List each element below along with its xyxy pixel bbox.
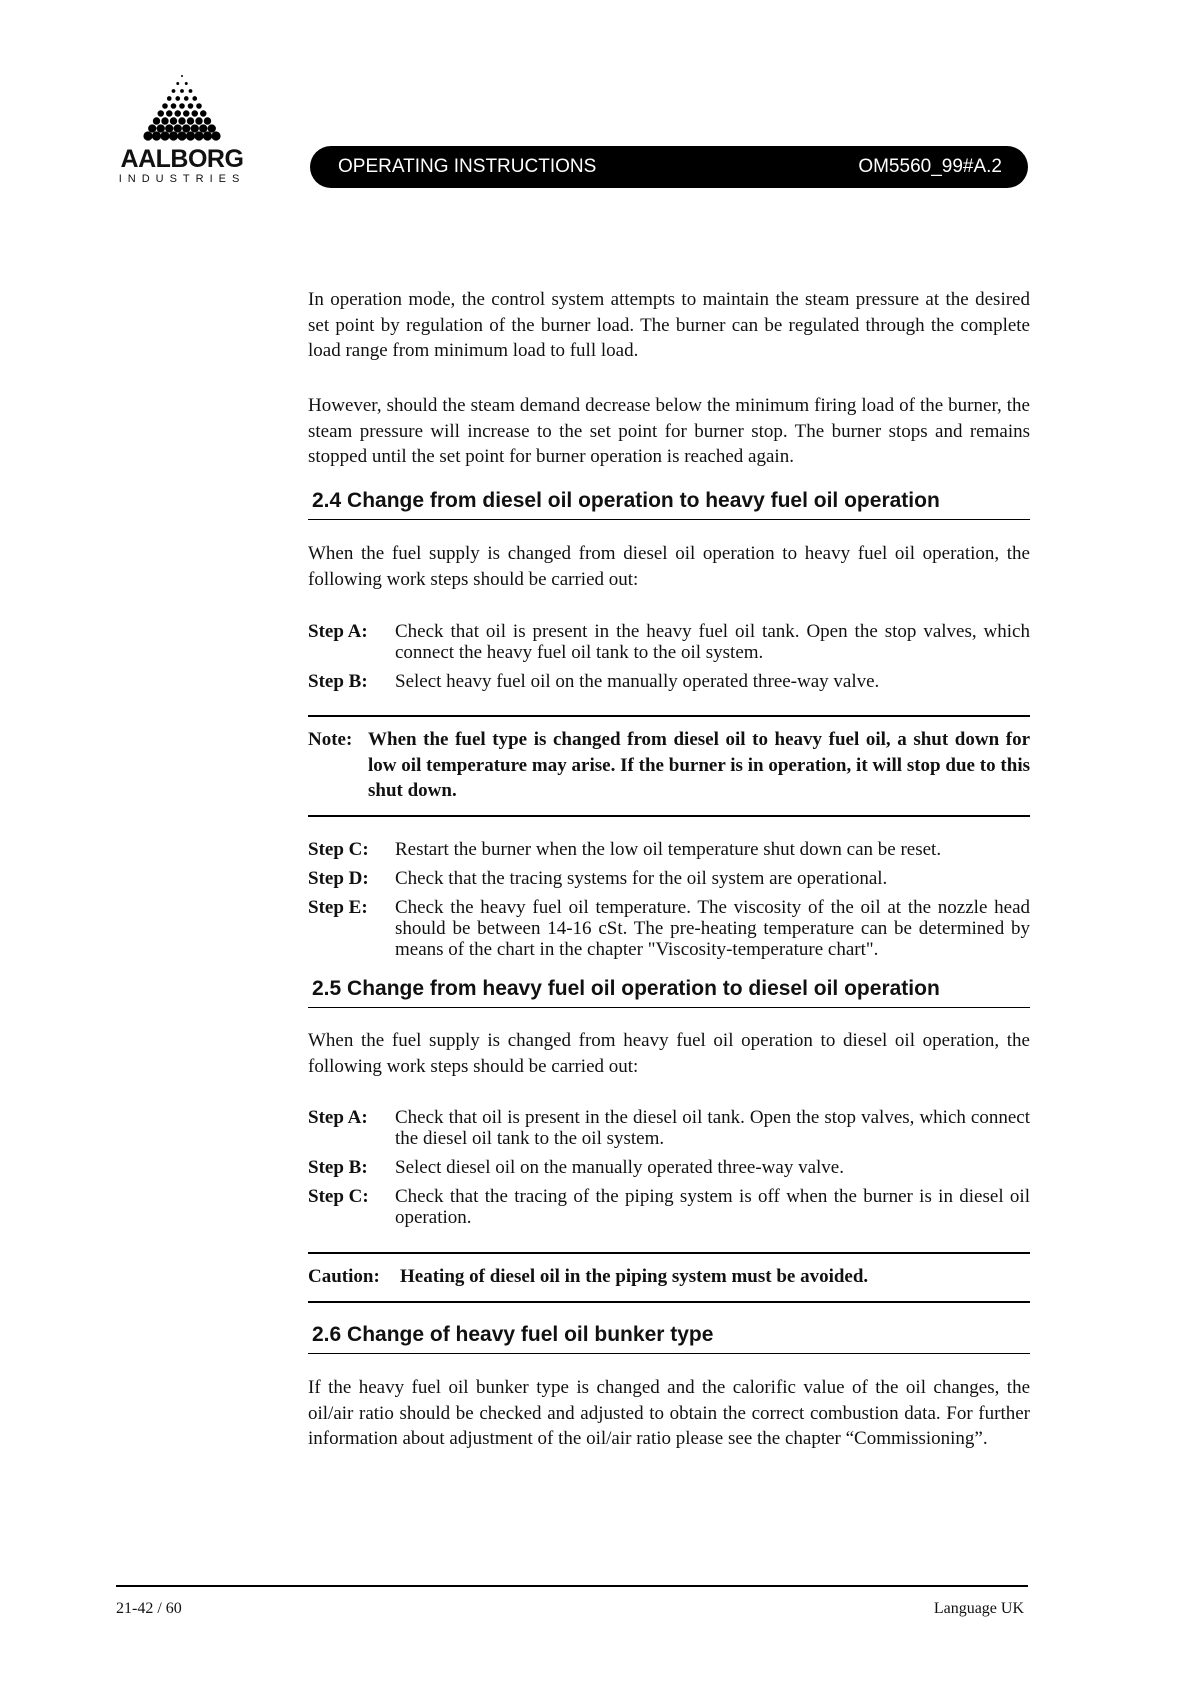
step-text: Check that oil is present in the diesel oil tank. Open the stop valves, which connect the diesel oil tank to the oil system. [395, 1107, 1030, 1149]
logo-dot [195, 117, 202, 124]
section-heading-2-6: 2.6 Change of heavy fuel oil bunker type [308, 1323, 1030, 1354]
step-label: Step A: [308, 621, 368, 642]
logo-dot [200, 110, 207, 117]
step-label: Step E: [308, 897, 368, 918]
section-2-5-steps [308, 1107, 1030, 1236]
logo-dot [179, 103, 185, 109]
logo-dot [211, 131, 220, 140]
intro-paragraph-2: However, should the steam demand decrease below the minimum firing load of the burner, the steam pressure will increase to the set point for burner stop. The burner stops and remains stopped until the set point for burner operation is reached again. [308, 395, 1030, 467]
step-text: Restart the burner when the low oil temperature shut down can be reset. [395, 839, 942, 860]
step-label: Step C: [308, 839, 369, 860]
note-top-rule [308, 715, 1030, 717]
caution-bottom-rule [308, 1301, 1030, 1303]
section-heading-2-4: 2.4 Change from diesel oil operation to heavy fuel oil operation [308, 489, 1030, 520]
section-2-4-steps-2 [308, 839, 1030, 968]
step-text: Check that oil is present in the heavy fuel oil tank. Open the stop valves, which connect the heavy fuel oil tank to the oil system. [395, 621, 1030, 663]
note-label: Note: [308, 729, 353, 750]
logo-dot [167, 96, 172, 101]
logo-dot [175, 110, 182, 117]
step-item [308, 839, 1030, 860]
logo-dot [170, 117, 177, 124]
logo-dot [203, 131, 212, 140]
logo-dot [176, 82, 179, 85]
step-label: Step A: [308, 1107, 368, 1128]
step-item [308, 671, 1030, 692]
logo-dot [186, 131, 195, 140]
logo-dot [187, 117, 194, 124]
logo-dot [152, 131, 161, 140]
logo-dot [196, 103, 202, 109]
caution-top-rule [308, 1252, 1030, 1254]
step-text: Check that the tracing of the piping system is off when the burner is in diesel oil operation. [395, 1186, 1030, 1228]
logo-dot [143, 131, 152, 140]
header-title: OPERATING INSTRUCTIONS [338, 156, 597, 177]
step-text: Select heavy fuel oil on the manually operated three-way valve. [395, 671, 880, 692]
logo-dot [158, 110, 165, 117]
step-text: Select diesel oil on the manually operated three-way valve. [395, 1157, 844, 1178]
logo-dot [199, 124, 207, 132]
logo-dot [169, 131, 178, 140]
intro-paragraph-1: In operation mode, the control system attempts to maintain the steam pressure at the desired set point by regulation of the burner load. The burner can be regulated through the complete load range from minimum load to full load. [308, 289, 1030, 361]
logo-dot [171, 103, 177, 109]
step-label: Step D: [308, 868, 369, 889]
logo-dot [174, 124, 182, 132]
logo-dot [184, 96, 189, 101]
step-item [308, 868, 1030, 889]
step-label: Step B: [308, 1157, 368, 1178]
logo-subtitle: INDUSTRIES [118, 173, 246, 185]
step-item [308, 621, 1030, 663]
logo-dot [192, 110, 199, 117]
section-2-4-intro: When the fuel supply is changed from diesel oil operation to heavy fuel oil operation, the following work steps should be carried out: [308, 543, 1030, 590]
step-text: Check that the tracing systems for the oil system are operational. [395, 868, 888, 889]
logo-dot [204, 117, 211, 124]
logo-dot [208, 124, 216, 132]
logo-dot [192, 96, 197, 101]
company-logo [112, 72, 252, 186]
document-id: OM5560_99#A.2 [858, 156, 1002, 177]
logo-dot [165, 124, 173, 132]
logo-dots-icon [142, 72, 222, 144]
logo-name: AALBORG [120, 145, 244, 173]
note-box [308, 727, 1030, 804]
caution-label: Caution: [308, 1266, 380, 1287]
logo-dot [166, 110, 173, 117]
step-label: Step B: [308, 671, 368, 692]
language-label: Language UK [933, 1600, 1024, 1617]
logo-dot [191, 124, 199, 132]
header-bar [310, 146, 1028, 188]
logo-dot [183, 110, 190, 117]
section-2-4-steps-1 [308, 621, 1030, 700]
footer-rule [116, 1585, 1028, 1587]
logo-dot [162, 103, 168, 109]
step-item [308, 1107, 1030, 1149]
step-text: Check the heavy fuel oil temperature. The viscosity of the oil at the nozzle head should be between 14-16 cSt. The pre-heating temperature can be determined by means of the chart in the chapter "Viscosity-temperature chart". [395, 897, 1030, 960]
step-item [308, 897, 1030, 960]
logo-dot [153, 117, 160, 124]
note-bottom-rule [308, 815, 1030, 817]
caution-text: Heating of diesel oil in the piping system must be avoided. [400, 1266, 869, 1287]
logo-dot [175, 96, 180, 101]
logo-dot [185, 82, 188, 85]
logo-dot [172, 89, 176, 93]
step-item [308, 1157, 1030, 1178]
logo-dot [181, 75, 183, 77]
logo-dot [157, 124, 165, 132]
note-text: When the fuel type is changed from diesel oil to heavy fuel oil, a shut down for low oil temperature may arise. If the burner is in operation, it will stop due to this shut down. [368, 729, 1030, 801]
logo-dot [180, 89, 184, 93]
logo-dot [188, 103, 194, 109]
logo-dot [177, 131, 186, 140]
page-number: 21-42 / 60 [116, 1600, 182, 1617]
step-item [308, 1186, 1030, 1228]
section-2-5-intro: When the fuel supply is changed from heavy fuel oil operation to diesel oil operation, the following work steps should be carried out: [308, 1030, 1030, 1077]
caution-box [308, 1264, 1030, 1290]
step-label: Step C: [308, 1186, 369, 1207]
logo-dot [148, 124, 156, 132]
logo-dot [189, 89, 193, 93]
logo-dot [161, 117, 168, 124]
logo-dot [194, 131, 203, 140]
logo-dot [160, 131, 169, 140]
logo-dot [178, 117, 185, 124]
section-heading-2-5: 2.5 Change from heavy fuel oil operation to diesel oil operation [308, 977, 1030, 1008]
logo-dot [182, 124, 190, 132]
section-2-6-text: If the heavy fuel oil bunker type is changed and the calorific value of the oil changes, the oil/air ratio should be checked and adjusted to obtain the correct combustion data. For further information about adjustment of the oil/air ratio please see the chapter “Commissioning”. [308, 1377, 1030, 1449]
